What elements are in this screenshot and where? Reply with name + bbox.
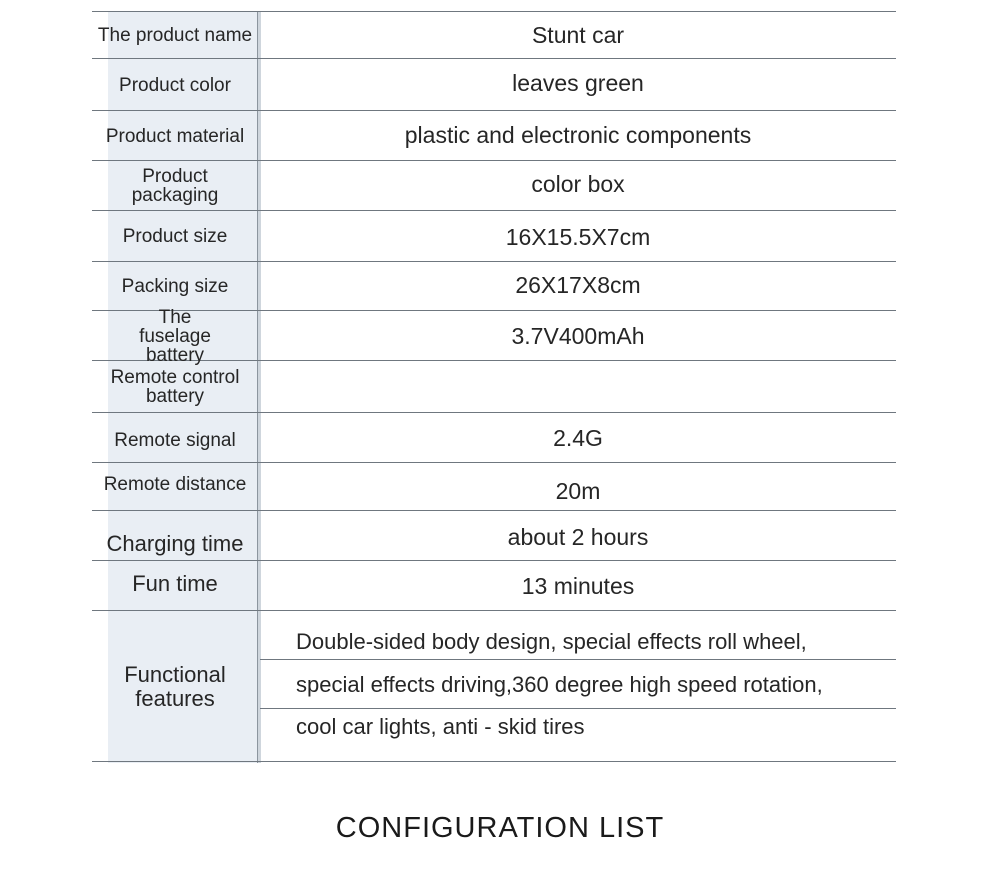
label-product-material: Product material — [105, 125, 245, 147]
feature-line-divider — [260, 659, 896, 660]
row-divider — [92, 11, 896, 12]
label-charging-time: Charging time — [106, 531, 244, 556]
value-product-color: leaves green — [512, 70, 644, 96]
label-product-color: Product color — [119, 74, 231, 96]
value-product-name: Stunt car — [531, 22, 625, 48]
label-functional-features: Functional features — [124, 662, 226, 711]
label-remote-distance: Remote distance — [103, 473, 247, 495]
feature-line: cool car lights, anti - skid tires — [296, 714, 585, 739]
label-fuselage-battery: The fuselage battery — [139, 306, 211, 366]
row-divider — [92, 610, 896, 611]
row-divider — [92, 210, 896, 211]
label-packing-size: Packing size — [121, 276, 229, 297]
row-divider — [92, 462, 896, 463]
value-product-material: plastic and electronic components — [404, 121, 752, 148]
feature-line: Double-sided body design, special effects roll wheel, — [296, 629, 807, 654]
label-remote-control-battery: Remote control battery — [110, 367, 240, 407]
row-divider — [92, 160, 896, 161]
feature-line-divider — [260, 708, 896, 709]
value-product-size: 16X15.5X7cm — [505, 224, 651, 250]
label-remote-signal: Remote signal — [114, 429, 236, 451]
label-product-size: Product size — [122, 226, 228, 247]
label-fun-time: Fun time — [132, 571, 218, 596]
configuration-list-title: CONFIGURATION LIST — [335, 812, 665, 844]
row-divider — [92, 110, 896, 111]
value-remote-distance: 20m — [555, 477, 601, 504]
value-charging-time: about 2 hours — [507, 523, 649, 550]
row-divider — [92, 412, 896, 413]
value-remote-control-battery — [260, 362, 896, 412]
value-fun-time: 13 minutes — [521, 572, 635, 599]
row-divider — [92, 58, 896, 59]
value-packing-size: 26X17X8cm — [515, 271, 641, 298]
spec-table — [92, 11, 896, 763]
feature-line: special effects driving,360 degree high speed rotation, — [296, 672, 823, 697]
label-product-packaging: Product packaging — [131, 166, 219, 206]
value-remote-signal: 2.4G — [553, 424, 603, 451]
label-product-name: The product name — [97, 25, 253, 46]
value-product-packaging: color box — [531, 170, 625, 197]
value-fuselage-battery: 3.7V400mAh — [511, 322, 645, 349]
